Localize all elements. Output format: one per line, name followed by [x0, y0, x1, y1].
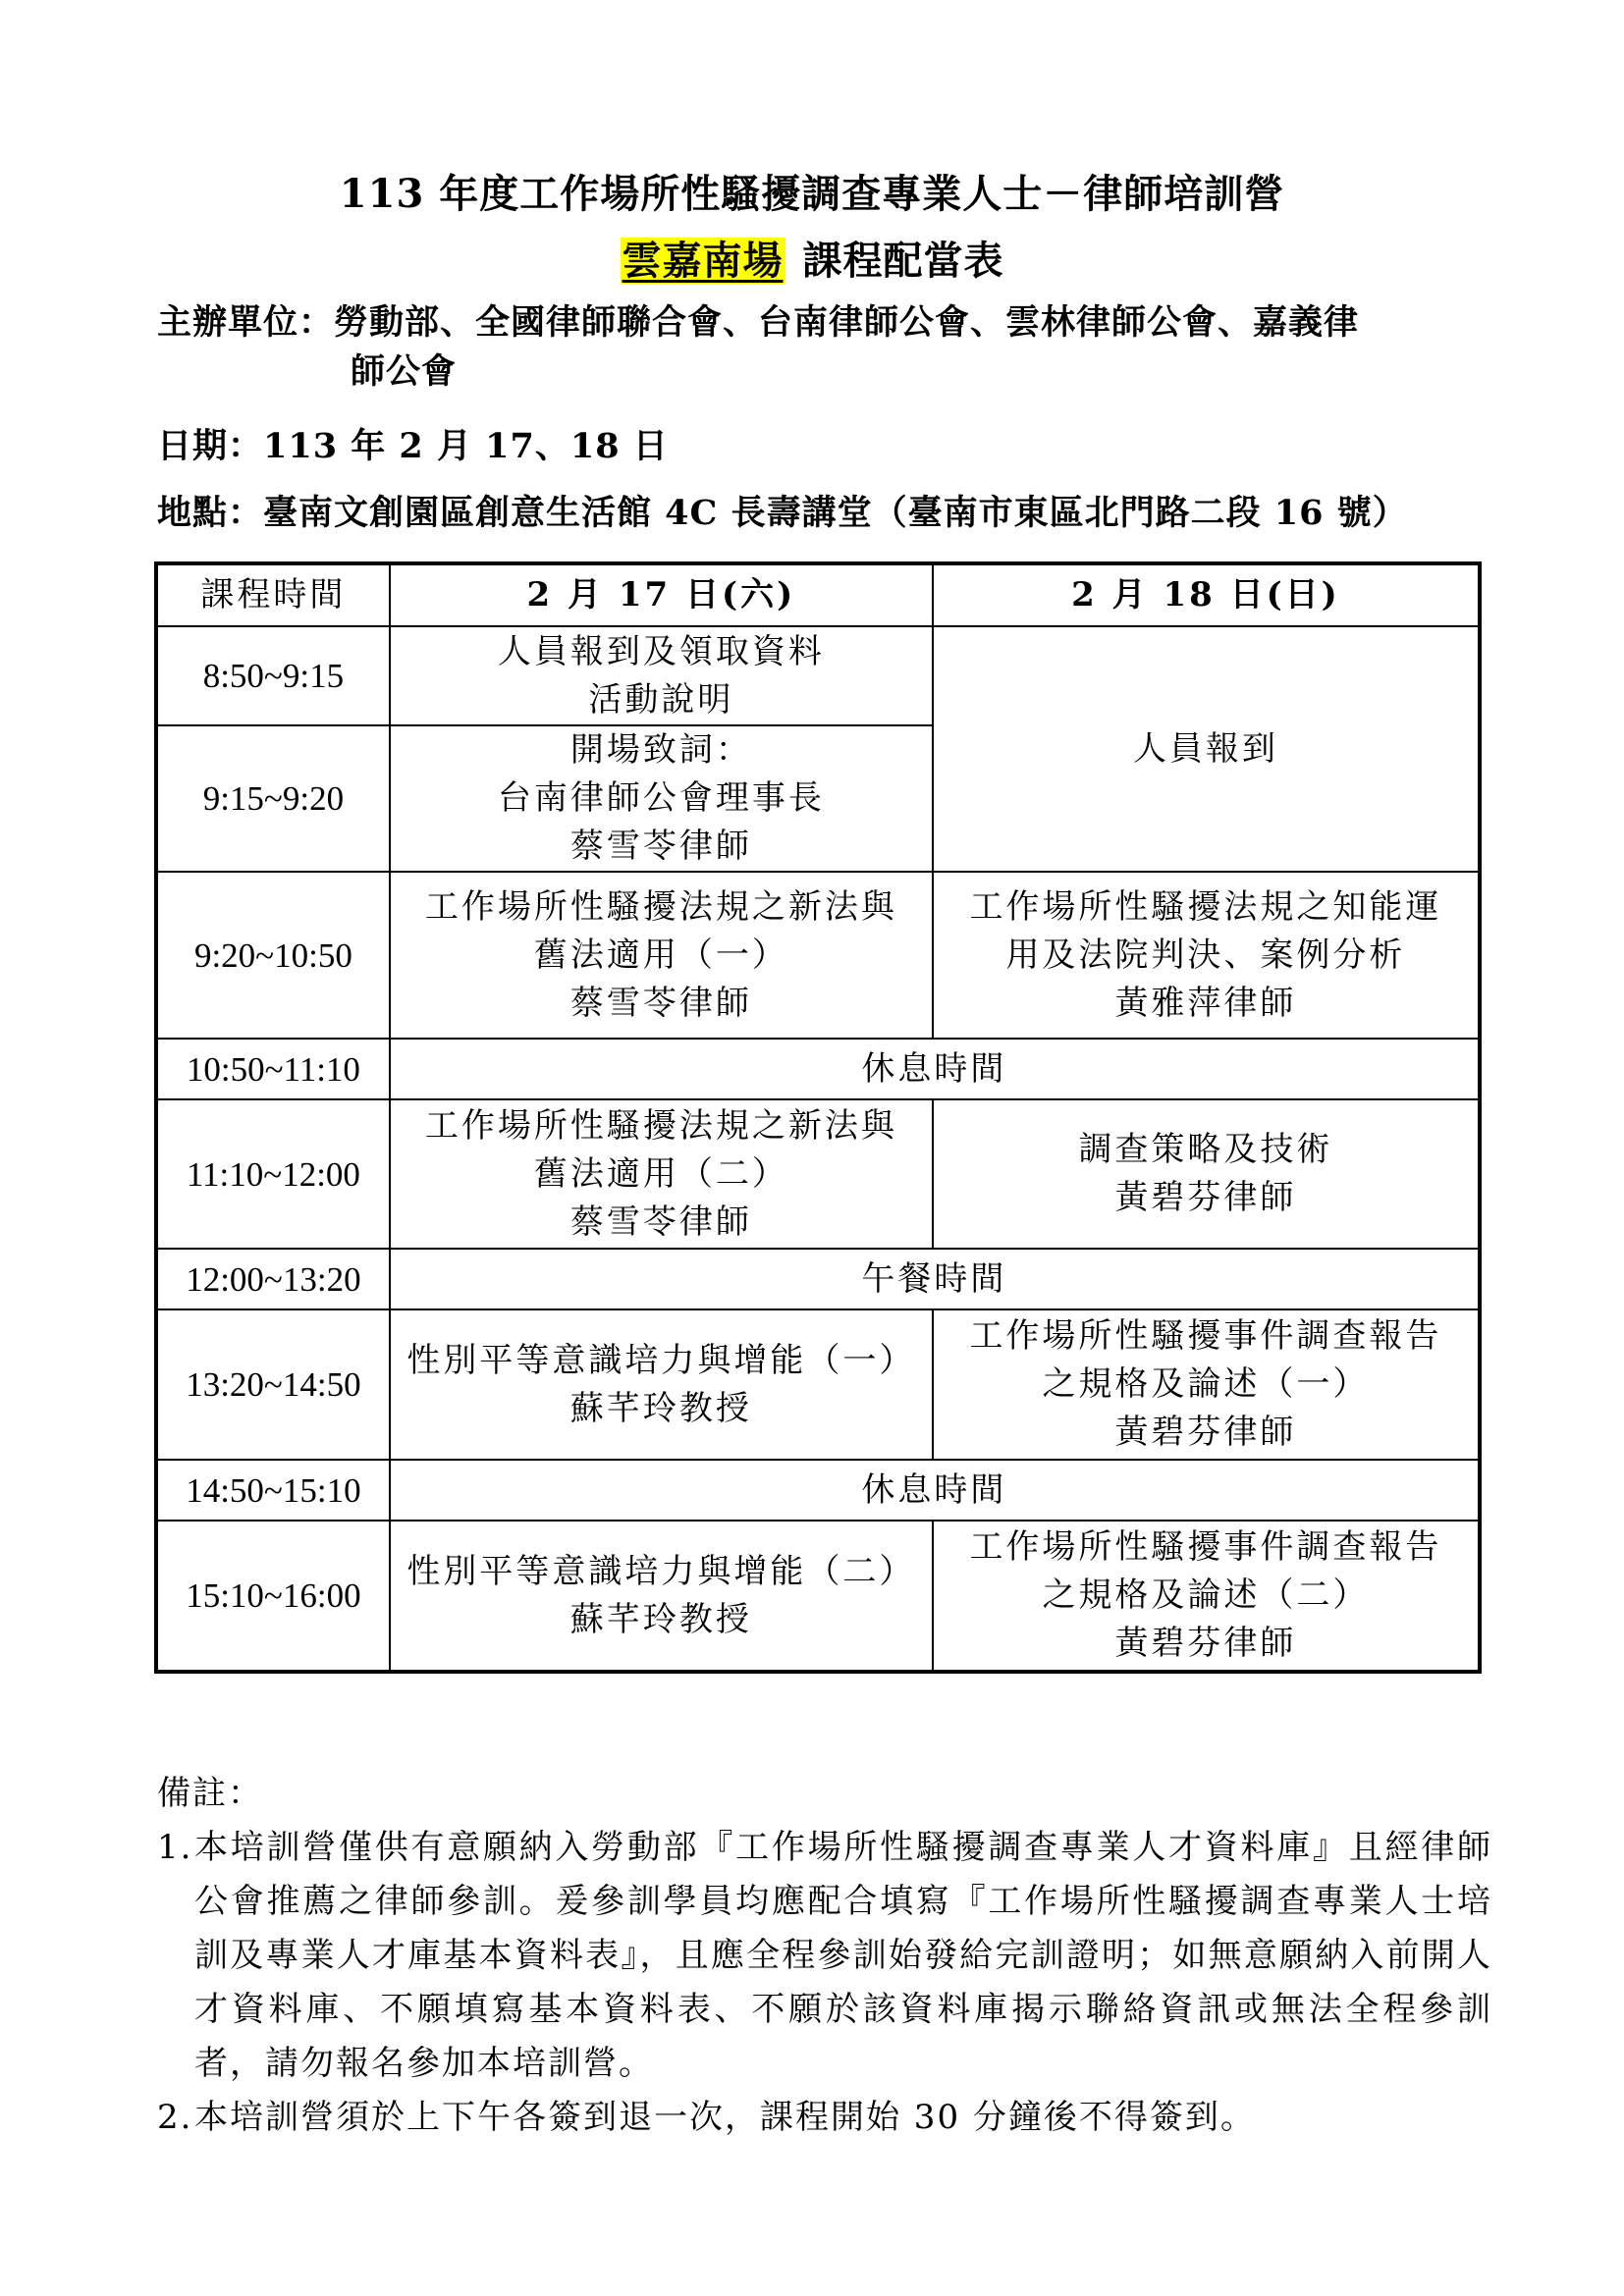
course-line: 黃雅萍律師 [1114, 983, 1297, 1023]
note-text: 本培訓營僅供有意願納入勞動部『工作場所性騷擾調查專業人才資料庫』且經律師公會推薦之律師參訓。爰參訓學員均應配合填寫『工作場所性騷擾調查專業人士培訓及專業人才庫基本資料表』，且應全程參訓始發給完訓證明；如無意願納入前開人才資料庫、不願填寫基本資料表、不願於該資料庫揭示聯絡資訊或無法全程參訓者，請勿報名參加本培訓營。 [194, 1828, 1492, 2083]
time-cell: 10:50~11:10 [156, 1039, 390, 1099]
course-cell-day2 [933, 1309, 1480, 1460]
course-line: 用及法院判決、案例分析 [1005, 934, 1406, 975]
note-number: 1. [157, 1828, 193, 1867]
table-row [156, 1460, 1480, 1521]
organizer-block [157, 298, 1492, 397]
course-line: 工作場所性騷擾事件調查報告 [969, 1316, 1442, 1356]
event-location: 地點：臺南文創園區創意生活館 4C 長壽講堂（臺南市東區北門路二段 16 號） [157, 493, 1408, 533]
organizer-label: 主辦單位： [157, 302, 335, 343]
course-cell-day2 [933, 872, 1480, 1039]
course-line: 蘇芊玲教授 [569, 1599, 752, 1639]
course-cell-day2 [933, 1099, 1480, 1249]
checkin-cell-day2: 人員報到 [933, 626, 1480, 872]
table-row [156, 872, 1480, 1039]
course-line: 人員報到及領取資料 [497, 631, 825, 671]
course-line: 開場致詞： [569, 730, 752, 770]
table-row [156, 1099, 1480, 1249]
table-row [156, 1249, 1480, 1309]
course-cell-day1 [390, 1309, 933, 1460]
course-line: 活動說明 [588, 679, 734, 720]
course-line: 之規格及論述（二） [1042, 1575, 1370, 1615]
time-cell: 9:15~9:20 [156, 725, 390, 872]
break-cell: 午餐時間 [390, 1249, 1480, 1309]
course-line: 台南律師公會理事長 [497, 778, 825, 818]
time-cell: 13:20~14:50 [156, 1309, 390, 1460]
course-line: 黃碧芬律師 [1114, 1413, 1297, 1452]
header-day-2: 2 月 18 日(日) [933, 563, 1480, 626]
time-cell: 12:00~13:20 [156, 1249, 390, 1309]
table-header-row [156, 563, 1480, 626]
notes-label: 備註： [157, 1774, 263, 1813]
course-line: 蔡雪苓律師 [569, 983, 752, 1023]
course-line: 黃碧芬律師 [1114, 1178, 1297, 1217]
note-item [157, 2091, 1492, 2145]
course-line: 工作場所性騷擾法規之知能運 [969, 886, 1442, 927]
header-time: 課程時間 [156, 563, 390, 626]
table-row [156, 1039, 1480, 1099]
time-cell: 11:10~12:00 [156, 1099, 390, 1249]
time-cell: 9:20~10:50 [156, 872, 390, 1039]
course-line: 舊法適用（二） [533, 1153, 788, 1194]
course-line: 調查策略及技術 [1078, 1130, 1333, 1169]
break-cell: 休息時間 [390, 1039, 1480, 1099]
region-highlight: 雲嘉南場 [622, 238, 784, 284]
break-cell: 休息時間 [390, 1460, 1480, 1521]
course-cell-day1 [390, 872, 933, 1039]
event-date: 日期：113 年 2 月 17、18 日 [157, 426, 669, 466]
course-line: 性別平等意識培力與增能（二） [406, 1551, 916, 1591]
course-line: 蘇芊玲教授 [569, 1388, 752, 1428]
course-line: 舊法適用（一） [533, 934, 788, 975]
course-cell-day1 [390, 1521, 933, 1672]
course-cell-day2 [933, 1521, 1480, 1672]
schedule-table [154, 561, 1482, 1674]
course-line: 工作場所性騷擾法規之新法與 [424, 1105, 897, 1146]
document-title: 113 年度工作場所性騷擾調查專業人士－律師培訓營 [339, 171, 1285, 217]
table-row [156, 1521, 1480, 1672]
course-line: 蔡雪苓律師 [569, 1201, 752, 1242]
organizer-line1: 勞動部、全國律師聯合會、台南律師公會、雲林律師公會、嘉義律 [334, 302, 1360, 343]
time-cell: 8:50~9:15 [156, 626, 390, 725]
time-cell: 15:10~16:00 [156, 1521, 390, 1672]
time-cell: 14:50~15:10 [156, 1460, 390, 1521]
course-line: 蔡雪苓律師 [569, 827, 752, 866]
table-row [156, 626, 1480, 725]
notes-section [157, 1767, 1492, 2145]
subtitle-rest: 課程配當表 [802, 238, 1004, 284]
table-row [156, 1309, 1480, 1460]
note-number: 2. [157, 2098, 193, 2137]
header-day-1: 2 月 17 日(六) [390, 563, 933, 626]
document-subtitle [0, 234, 1624, 289]
course-line: 工作場所性騷擾法規之新法與 [424, 886, 897, 927]
course-cell-day1 [390, 725, 933, 872]
course-line: 黃碧芬律師 [1114, 1624, 1297, 1663]
note-item [157, 1821, 1492, 2091]
course-line: 工作場所性騷擾事件調查報告 [969, 1527, 1442, 1567]
course-cell-day1 [390, 1099, 933, 1249]
course-line: 性別平等意識培力與增能（一） [406, 1340, 916, 1380]
note-text: 本培訓營須於上下午各簽到退一次，課程開始 30 分鐘後不得簽到。 [194, 2098, 1256, 2137]
course-cell-day1 [390, 626, 933, 725]
notes-list [157, 1821, 1492, 2145]
organizer-line2: 師公會 [351, 351, 458, 392]
course-line: 之規格及論述（一） [1042, 1364, 1370, 1404]
